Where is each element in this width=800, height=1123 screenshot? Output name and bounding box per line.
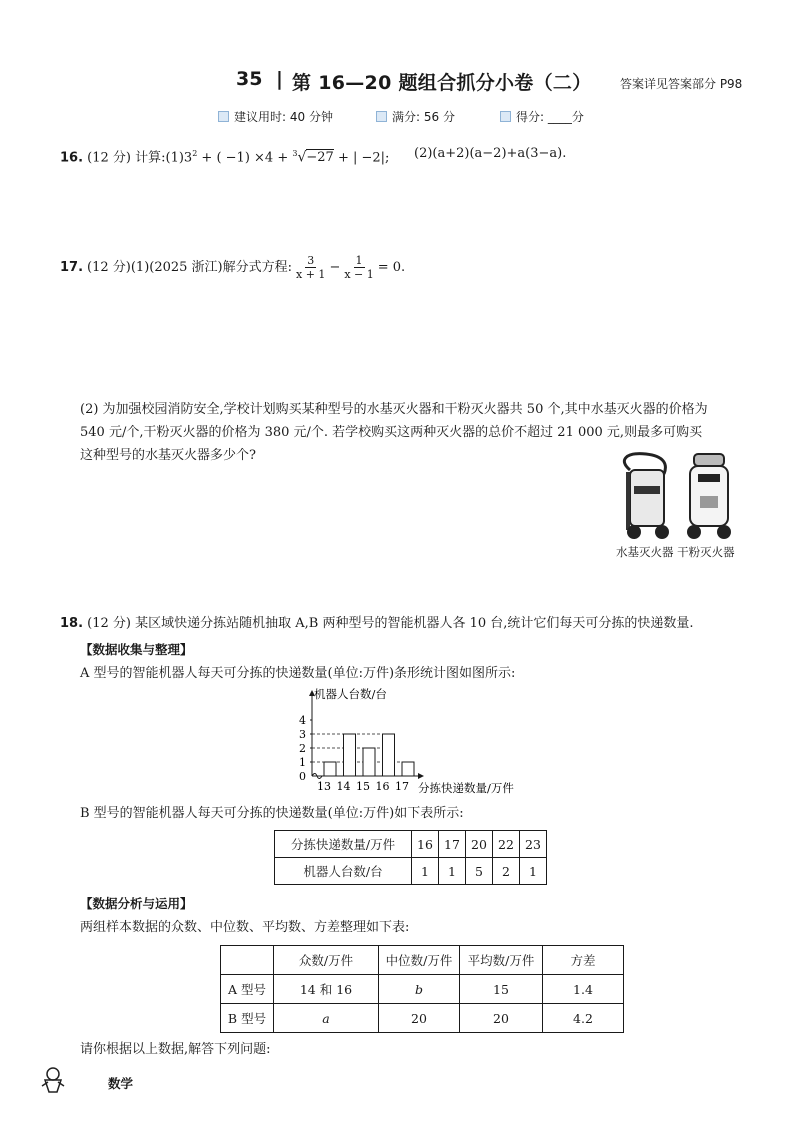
y-tick-label: 3 — [299, 728, 306, 741]
question-16-part2: (2)(a+2)(a−2)+a(3−a). — [414, 146, 567, 161]
fraction-2 — [342, 254, 375, 281]
table-cell: 20 — [466, 831, 493, 858]
table-cell: 5 — [466, 858, 493, 885]
table-header-cell: 众数/万件 — [274, 946, 379, 975]
y-tick-label: 4 — [299, 714, 306, 727]
table-header-row — [221, 946, 624, 975]
table-row-label: 机器人台数/台 — [275, 858, 412, 885]
table-cell: 1 — [520, 858, 547, 885]
table-cell: 20 — [379, 1004, 460, 1033]
question-number: 16. — [60, 150, 84, 166]
bar-17 — [402, 762, 414, 776]
fraction-denominator: x + 1 — [296, 268, 326, 281]
section-data-collection: 【数据收集与整理】 — [80, 642, 193, 657]
paper-number: 35 — [236, 68, 263, 90]
q18-closing: 请你根据以上数据,解答下列问题: — [80, 1042, 271, 1057]
table-header-cell: 中位数/万件 — [379, 946, 460, 975]
table-row-label: 分拣快递数量/万件 — [275, 831, 412, 858]
pen-icon — [500, 111, 511, 122]
q18-a-description: A 型号的智能机器人每天可分拣的快递数量(单位:万件)条形统计图如图所示: — [80, 666, 516, 681]
minus-sign: − — [329, 259, 341, 275]
q16-text-c: + | −2|; — [333, 150, 390, 166]
q17-part2-line3: 这种型号的水基灭火器多少个? — [80, 448, 256, 463]
table-cell: 23 — [520, 831, 547, 858]
q17-text: (12 分)(1)(2025 浙江)解分式方程: — [87, 259, 293, 275]
table-row — [275, 831, 547, 858]
q17-part2-line1: (2) 为加强校园消防安全,学校计划购买某种型号的水基灭火器和干粉灭火器共 50 个,其中水基灭火器的价格为 — [80, 402, 708, 417]
title-separator: | — [276, 68, 283, 90]
radical-sign: √ — [297, 149, 307, 166]
table-cell: 20 — [460, 1004, 543, 1033]
dry-powder-extinguisher-image — [687, 454, 731, 539]
bar-16 — [383, 734, 395, 776]
bar-14 — [344, 734, 356, 776]
q18-intro: (12 分) 某区域快递分拣站随机抽取 A,B 两种型号的智能机器人各 10 台,统计它们每天可分拣的快递数量. — [87, 616, 694, 631]
table-row-label: B 型号 — [221, 1004, 274, 1033]
fraction-1 — [294, 254, 327, 281]
table-row — [221, 1004, 624, 1033]
extinguisher-illustration — [616, 450, 756, 542]
table-cell: a — [274, 1004, 379, 1033]
table-cell: 2 — [493, 858, 520, 885]
table-cell: 1 — [412, 858, 439, 885]
suggested-time — [218, 108, 333, 125]
table-header-cell: 平均数/万件 — [460, 946, 543, 975]
fraction-numerator: 1 — [355, 254, 363, 267]
table-row — [275, 858, 547, 885]
table-row — [221, 975, 624, 1004]
extinguisher-caption: 水基灭火器 干粉灭火器 — [616, 545, 735, 559]
bar-15 — [363, 748, 375, 776]
score-icon — [376, 111, 387, 122]
fraction-denominator: x − 1 — [344, 268, 374, 281]
table-header-cell — [221, 946, 274, 975]
equals-zero: = 0. — [377, 259, 406, 275]
obtained-score — [500, 108, 584, 125]
table-cell: 15 — [460, 975, 543, 1004]
y-axis-label: 机器人台数/台 — [314, 687, 387, 701]
table-row-label: A 型号 — [221, 975, 274, 1004]
table-cell: 14 和 16 — [274, 975, 379, 1004]
full-score — [376, 108, 455, 125]
stats-table — [220, 945, 624, 1033]
q18-stats-description: 两组样本数据的众数、中位数、平均数、方差整理如下表: — [80, 920, 410, 935]
q16-exponent: 2 — [192, 149, 198, 158]
table-cell: 17 — [439, 831, 466, 858]
water-extinguisher-image — [624, 454, 669, 539]
question-18 — [60, 614, 694, 634]
table-cell: b — [379, 975, 460, 1004]
x-tick-label: 13 — [317, 780, 331, 793]
table-cell: 22 — [493, 831, 520, 858]
bar-chart — [290, 686, 540, 796]
table-cell: 16 — [412, 831, 439, 858]
question-17 — [60, 254, 405, 281]
section-data-analysis: 【数据分析与运用】 — [80, 896, 193, 911]
table-cell: 1 — [439, 858, 466, 885]
clock-icon — [218, 111, 229, 122]
table-cell: 1.4 — [543, 975, 624, 1004]
x-axis-label: 分拣快递数量/万件 — [418, 781, 514, 795]
table-header-cell: 方差 — [543, 946, 624, 975]
q16-text-a: (12 分) 计算:(1)3 — [87, 150, 193, 166]
answer-reference: 答案详见答案部分 P98 — [620, 77, 743, 91]
x-axis-arrow — [418, 773, 424, 779]
obtained-score-text: 得分: ____分 — [516, 110, 584, 124]
q16-root-index: 3 — [292, 149, 298, 158]
q18-b-description: B 型号的智能机器人每天可分拣的快递数量(单位:万件)如下表所示: — [80, 806, 464, 821]
q16-text-b: + ( −1) ×4 + — [197, 150, 293, 166]
y-tick-label: 1 — [299, 756, 306, 769]
b-model-table — [274, 830, 547, 885]
question-16 — [60, 144, 389, 168]
table-cell: 4.2 — [543, 1004, 624, 1033]
q17-part2-line2: 540 元/个,干粉灭火器的价格为 380 元/个. 若学校购买这两种灭火器的总价不超过 21 000 元,则最多可购买 — [80, 425, 703, 440]
y-tick-label: 2 — [299, 742, 306, 755]
paper-title: 第 16—20 题组合抓分小卷（二） — [292, 72, 592, 94]
x-tick-label: 14 — [336, 780, 351, 793]
q16-radicand: −27 — [306, 150, 334, 166]
x-tick-label: 17 — [395, 780, 409, 793]
y-tick-label: 0 — [299, 770, 306, 783]
full-score-text: 满分: 56 分 — [392, 110, 455, 124]
question-number: 18. — [60, 616, 84, 631]
bar-13 — [324, 762, 336, 776]
subject-label: 数学 — [108, 1076, 134, 1091]
fraction-numerator: 3 — [307, 254, 315, 267]
question-number: 17. — [60, 259, 84, 275]
mascot-logo-icon — [40, 1066, 66, 1094]
x-tick-label: 15 — [356, 780, 370, 793]
x-tick-label: 16 — [375, 780, 390, 793]
suggested-time-text: 建议用时: 40 分钟 — [234, 110, 333, 124]
